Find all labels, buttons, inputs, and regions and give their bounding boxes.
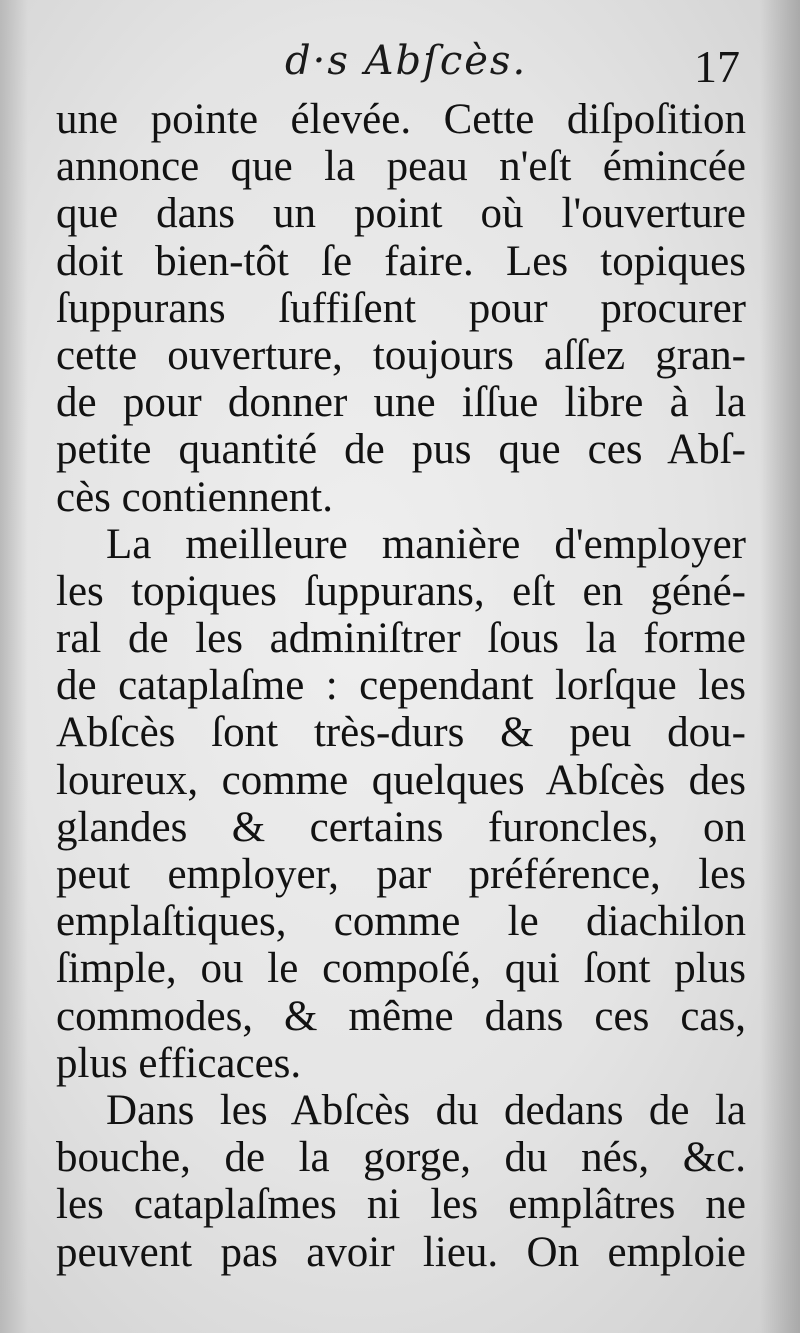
text-line: loureux, comme quelques Abſcès des xyxy=(56,756,746,804)
page-number: 17 xyxy=(694,41,740,92)
paragraph-2 xyxy=(56,521,746,1087)
text-line: ral de les adminiſtrer ſous la forme xyxy=(56,615,746,663)
text-line: Abſcès ſont très-durs & peu dou- xyxy=(56,709,746,757)
text-line: une pointe élevée. Cette diſpoſition xyxy=(56,96,746,143)
text-line: petite quantité de pus que ces Abſ- xyxy=(56,426,746,474)
text-line: ſimple, ou le compoſé, qui ſont plus xyxy=(56,945,746,993)
page-header xyxy=(0,34,800,104)
text-line: ſuppurans ſuffiſent pour procurer xyxy=(56,284,746,332)
body-text xyxy=(56,96,746,1276)
text-line: La meilleure manière d'employer xyxy=(106,520,746,568)
page-shadow-left xyxy=(0,0,28,1333)
text-line: cette ouverture, toujours aſſez gran- xyxy=(56,331,746,379)
running-head: d·s Abſcès. xyxy=(285,38,528,84)
text-line: Dans les Abſcès du dedans de la xyxy=(106,1086,746,1134)
text-line: les topiques ſuppurans, eſt en géné- xyxy=(56,567,746,615)
text-line: annonce que la peau n'eſt émincée xyxy=(56,143,746,191)
text-line: peuvent pas avoir lieu. On emploie xyxy=(56,1228,746,1276)
text-line: de cataplaſme : cependant lorſque les xyxy=(56,662,746,710)
page-shadow-right xyxy=(760,0,800,1333)
text-line: commodes, & même dans ces cas, xyxy=(56,992,746,1040)
text-line: de pour donner une iſſue libre à la xyxy=(56,379,746,427)
text-line: que dans un point où l'ouverture xyxy=(56,190,746,238)
text-line: bouche, de la gorge, du nés, &c. xyxy=(56,1134,746,1182)
paragraph-1 xyxy=(56,96,746,521)
text-line: plus efficaces. xyxy=(56,1039,302,1087)
text-line: cès contiennent. xyxy=(56,473,334,521)
text-line: emplaſtiques, comme le diachilon xyxy=(56,898,746,946)
text-line: doit bien-tôt ſe faire. Les topiques xyxy=(56,237,746,285)
text-line: glandes & certains furoncles, on xyxy=(56,803,746,851)
text-line: les cataplaſmes ni les emplâtres ne xyxy=(56,1181,746,1229)
text-line: peut employer, par préférence, les xyxy=(56,851,746,898)
paragraph-3 xyxy=(56,1087,746,1276)
